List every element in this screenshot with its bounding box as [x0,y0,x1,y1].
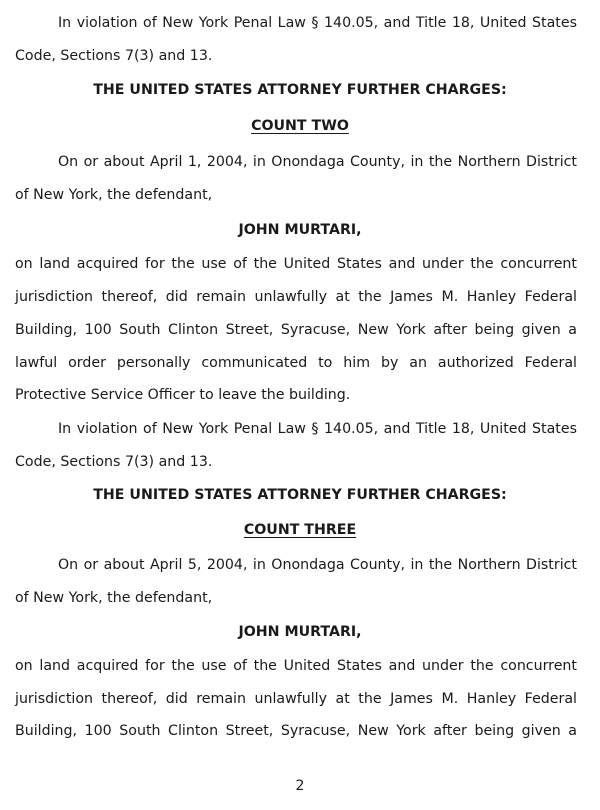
count-three-heading: COUNT THREE [243,522,357,538]
violation-paragraph-line: Code, Sections 7(3) and 13. [15,454,213,470]
count-two-body-line: lawful order personally communicated to him by an authorized Federal [15,355,577,371]
count-two-body-line: jurisdiction thereof, did remain unlawfully at the James M. Hanley Federal [15,289,577,305]
defendant-name: JOHN MURTARI, [238,222,362,238]
violation-paragraph-line: In violation of New York Penal Law § 140.05, and Title 18, United States [58,15,577,31]
count-three-body-line: jurisdiction thereof, did remain unlawfully at the James M. Hanley Federal [15,691,577,707]
count-two-body-line: on land acquired for the use of the United States and under the concurrent [15,256,577,272]
count-two-body-line: Building, 100 South Clinton Street, Syracuse, New York after being given a [15,322,577,338]
count-three-body-line: Building, 100 South Clinton Street, Syracuse, New York after being given a [15,723,577,739]
count-two-intro-line: of New York, the defendant, [15,187,213,203]
further-charges-heading: THE UNITED STATES ATTORNEY FURTHER CHARGES: [93,487,507,503]
count-two-heading: COUNT TWO [251,118,349,134]
violation-paragraph-line: In violation of New York Penal Law § 140.05, and Title 18, United States [58,421,577,437]
count-three-body-line: on land acquired for the use of the United States and under the concurrent [15,658,577,674]
violation-paragraph-line: Code, Sections 7(3) and 13. [15,48,213,64]
defendant-name: JOHN MURTARI, [238,624,362,640]
count-two-body-line: Protective Service Officer to leave the building. [15,387,351,403]
count-three-intro-line: On or about April 5, 2004, in Onondaga County, in the Northern District [58,557,577,573]
count-two-intro-line: On or about April 1, 2004, in Onondaga County, in the Northern District [58,154,577,170]
page-number: 2 [295,778,305,794]
count-three-intro-line: of New York, the defendant, [15,590,213,606]
further-charges-heading: THE UNITED STATES ATTORNEY FURTHER CHARGES: [93,82,507,98]
